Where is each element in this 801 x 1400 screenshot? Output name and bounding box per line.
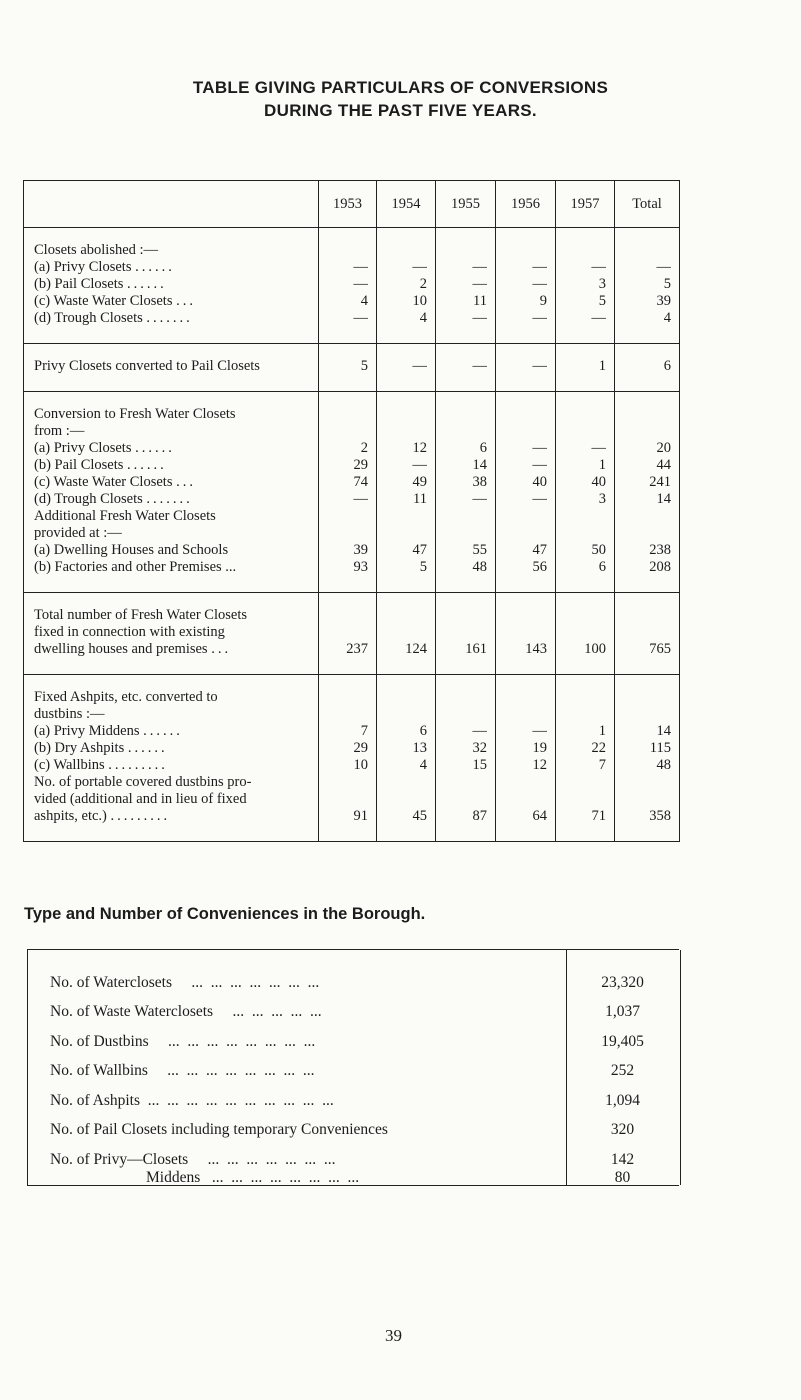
- section-fresh-water-conversion: [24, 392, 680, 593]
- page-title-line-1: TABLE GIVING PARTICULARS OF CONVERSIONS: [192, 78, 609, 97]
- row-value: 320: [610, 1121, 635, 1138]
- col-1954: —: [377, 344, 436, 392]
- col-1954: 6 13 4 45: [377, 675, 436, 842]
- col-1957: — 3 5 —: [556, 228, 615, 344]
- section-heading: Closets abolished :—: [34, 242, 159, 258]
- section-label-cell: Total number of Fresh Water Closets fixed in connection with existing dwelling houses and premises ...: [24, 593, 319, 675]
- col-1956: — — 9 —: [496, 228, 556, 344]
- col-1956: — 19 12 64: [496, 675, 556, 842]
- conveniences-row: [28, 1061, 679, 1081]
- conveniences-table: [27, 949, 679, 1186]
- col-total: 14 115 48 358: [615, 675, 680, 842]
- section-total-fresh-water: [24, 593, 680, 675]
- section-privy-converted: [24, 344, 680, 392]
- page-title-line-2: DURING THE PAST FIVE YEARS.: [264, 101, 537, 120]
- row-value: 23,320: [601, 974, 644, 991]
- section-label-cell: Privy Closets converted to Pail Closets: [24, 344, 319, 392]
- section-closets-abolished: [24, 228, 680, 344]
- row-label: (b) Pail Closets ......: [34, 276, 167, 292]
- header-blank: [24, 181, 319, 228]
- col-1953: 237: [319, 593, 377, 675]
- conveniences-row: [28, 1032, 679, 1052]
- col-1953: 5: [319, 344, 377, 392]
- conveniences-row: [28, 1091, 679, 1111]
- row-label: (a) Privy Closets ......: [34, 259, 175, 275]
- conveniences-row: [28, 1168, 679, 1188]
- col-1957: — 1 40 3 50 6: [556, 392, 615, 593]
- col-1955: 161: [436, 593, 496, 675]
- col-1955: 6 14 38 — 55 48: [436, 392, 496, 593]
- row-label: (c) Waste Water Closets ...: [34, 293, 196, 309]
- col-total: — 5 39 4: [615, 228, 680, 344]
- col-1953: — — 4 —: [319, 228, 377, 344]
- row-value: 1,037: [605, 1003, 640, 1020]
- row-value: 19,405: [601, 1033, 644, 1050]
- col-1957: 100: [556, 593, 615, 675]
- section-label-cell: [24, 228, 319, 344]
- row-label: Middens ... ... ... ... ... ... ... ...: [146, 1169, 360, 1186]
- row-label: No. of Waterclosets ... ... ... ... ... ... ...: [50, 974, 320, 991]
- conveniences-row: [28, 973, 679, 993]
- col-1956: —: [496, 344, 556, 392]
- conveniences-row: [28, 1150, 679, 1170]
- conversions-table: [23, 180, 680, 842]
- row-value: 80: [614, 1169, 631, 1186]
- section-label-cell: Fixed Ashpits, etc. converted to dustbins :— (a) Privy Middens ...... (b) Dry Ashpits ...... (c) Wallbins ......... No. of portable covered dustbins pro- vided (additional and in lieu of fixed ashpits, etc.) .........: [24, 675, 319, 842]
- header-1955: 1955: [436, 181, 496, 228]
- section-label-cell: Conversion to Fresh Water Closets from :— (a) Privy Closets ...... (b) Pail Closets ...... (c) Waste Water Closets ... (d) Trough Closets ....... Additional Fresh Water Closets provided at :— (a) Dwelling Houses and Schools (b) Factories and other Premises ...: [24, 392, 319, 593]
- conveniences-row: [28, 1002, 679, 1022]
- conveniences-heading: Type and Number of Conveniences in the Borough.: [24, 905, 426, 923]
- page-number: 39: [385, 1326, 402, 1345]
- col-1955: — 32 15 87: [436, 675, 496, 842]
- conveniences-row: [28, 1120, 679, 1140]
- col-1955: —: [436, 344, 496, 392]
- header-1956: 1956: [496, 181, 556, 228]
- col-1957: 1 22 7 71: [556, 675, 615, 842]
- col-1953: 2 29 74 — 39 93: [319, 392, 377, 593]
- header-row: [24, 181, 680, 228]
- col-1954: 124: [377, 593, 436, 675]
- row-label: No. of Wallbins ... ... ... ... ... ... ... ...: [50, 1062, 315, 1079]
- header-1954: 1954: [377, 181, 436, 228]
- col-1955: — — 11 —: [436, 228, 496, 344]
- row-label: (d) Trough Closets .......: [34, 310, 193, 326]
- col-total: 20 44 241 14 238 208: [615, 392, 680, 593]
- col-1956: 143: [496, 593, 556, 675]
- right-border: [680, 950, 681, 1185]
- row-label: No. of Privy—Closets ... ... ... ... ... ... ...: [50, 1151, 336, 1168]
- row-label: No. of Ashpits ... ... ... ... ... ... ... ... ... ...: [50, 1092, 334, 1109]
- row-label: No. of Waste Waterclosets ... ... ... ... ...: [50, 1003, 322, 1020]
- col-1954: 12 — 49 11 47 5: [377, 392, 436, 593]
- header-1957: 1957: [556, 181, 615, 228]
- col-total: 765: [615, 593, 680, 675]
- col-total: 6: [615, 344, 680, 392]
- col-1953: 7 29 10 91: [319, 675, 377, 842]
- row-value: 142: [610, 1151, 635, 1168]
- section-ashpits-converted: [24, 675, 680, 842]
- row-value: 252: [610, 1062, 635, 1079]
- row-value: 1,094: [605, 1092, 640, 1109]
- col-1954: — 2 10 4: [377, 228, 436, 344]
- col-1956: — — 40 — 47 56: [496, 392, 556, 593]
- header-1953: 1953: [319, 181, 377, 228]
- row-label: No. of Pail Closets including temporary Conveniences: [50, 1121, 388, 1138]
- header-total: Total: [615, 181, 680, 228]
- row-label: No. of Dustbins ... ... ... ... ... ... ... ...: [50, 1033, 316, 1050]
- col-1957: 1: [556, 344, 615, 392]
